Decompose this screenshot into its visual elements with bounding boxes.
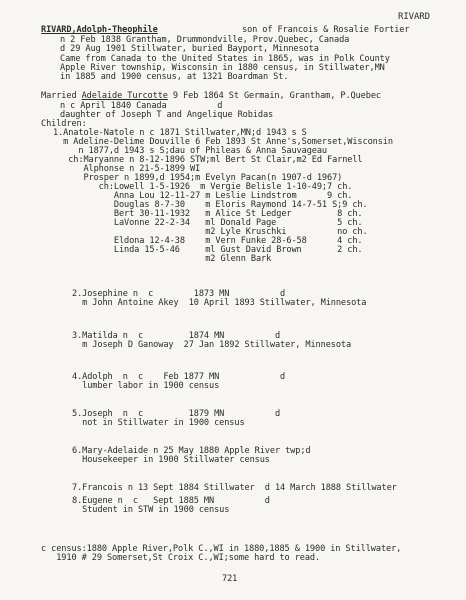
child4-line: lumber labor in 1900 census <box>72 381 220 391</box>
child1-line: 1.Anatole-Natole n c 1871 Stillwater,MN;d 1943 s S <box>53 128 307 138</box>
spouse-parents: daughter of Joseph T and Angelique Robidas <box>60 110 274 120</box>
child1-line: m2 Glenn Bark <box>53 254 272 264</box>
child5-line: 5.Joseph n c 1879 MN d <box>72 409 281 419</box>
page-number: 721 <box>222 574 238 584</box>
child6-line: Housekeeper in 1900 Stillwater census <box>72 455 270 465</box>
spouse-birth: n c April 1840 Canada d <box>60 101 223 111</box>
footnote-line: 1910 # 29 Somerset,St Croix C.,WI;some hard to read. <box>41 553 321 563</box>
child2-line: 2.Josephine n c 1873 MN d <box>72 289 286 299</box>
child1-line: LaVonne 22-2-34 ml Donald Page 5 ch. <box>53 218 363 228</box>
child1-line: Prosper n 1899,d 1954;m Evelyn Pacan(n 1907-d 1967) <box>53 173 343 183</box>
child1-line: ch:Lowell 1-5-1926 m Vergie Belisle 1-10-49;7 ch. <box>53 182 353 192</box>
subject-birth: n 2 Feb 1838 Grantham, Drummondville, Prov.Quebec, Canada <box>60 35 350 45</box>
subject-bio-2: Apple River township, Wisconsin in 1880 census, in Stillwater,MN <box>60 63 385 73</box>
child3-line: m Joseph D Ganoway 27 Jan 1892 Stillwater, Minnesota <box>72 340 352 350</box>
child1-line: Anna Lou 12-11-27 m Leslie Lindstrom 9 ch. <box>53 191 353 201</box>
child8-line: Student in STW in 1900 census <box>72 505 230 515</box>
marriage-prefix: Married <box>41 91 82 101</box>
child3-line: 3.Matilda n c 1874 MN d <box>72 331 281 341</box>
child1-line: Eldona 12-4-38 m Vern Funke 28-6-58 4 ch. <box>53 236 363 246</box>
children-label: Children: <box>41 119 87 129</box>
child5-line: not in Stillwater in 1900 census <box>72 418 245 428</box>
child6-line: 6.Mary-Adelaide n 25 May 1880 Apple River twp;d <box>72 446 311 456</box>
spouse-name: Adelaide Turcotte <box>81 91 168 101</box>
child4-line: 4.Adolph n c Feb 1877 MN d <box>72 372 286 382</box>
child1-line: m2 Lyle Kruschki no ch. <box>53 227 368 237</box>
marriage-details: 9 Feb 1864 St Germain, Grantham, P.Quebec <box>167 91 381 101</box>
page-header-surname: RIVARD <box>398 12 430 22</box>
child8-line: 8.Eugene n c Sept 1885 MN d <box>72 496 270 506</box>
child2-line: m John Antoine Akey 10 April 1893 Stillwater, Minnesota <box>72 298 367 308</box>
child7-line: 7.Francois n 13 Sept 1884 Stillwater d 14 March 1888 Stillwater <box>72 483 397 493</box>
subject-parents: son of Francois & Rosalie Fortier <box>242 25 410 35</box>
child1-line: m Adeline-Delime Douville 6 Feb 1893 St Anne's,Somerset,Wisconsin <box>53 137 393 147</box>
marriage-line <box>41 92 381 101</box>
subject-bio-1: Came from Canada to the United States in 1865, was in Polk County <box>60 54 390 64</box>
subject-name: RIVARD,Adolph-Theophile <box>41 25 158 35</box>
child1-line: n 1877,d 1943 s S;dau of Phileas & Anna Sauvageau <box>53 146 327 156</box>
child1-line: Douglas 8-7-30 m Eloris Raymond 14-7-51 S;9 ch. <box>53 200 368 210</box>
subject-bio-3: in 1885 and 1900 census, at 1321 Boardman St. <box>60 72 289 82</box>
child1-line: Linda 15-5-46 ml Gust David Brown 2 ch. <box>53 245 363 255</box>
child1-line: Alphonse n 21-5-1899 WI <box>53 164 201 174</box>
footnote-line: c census:1880 Apple River,Polk C.,WI in 1880,1885 & 1900 in Stillwater, <box>41 544 402 554</box>
child1-line: ch:Maryanne n 8-12-1896 STW;ml Bert St Clair,m2 Ed Farnell <box>53 155 363 165</box>
child1-line: Bert 30-11-1932 m Alice St Ledger 8 ch. <box>53 209 363 219</box>
subject-death: d 29 Aug 1901 Stillwater, buried Bayport, Minnesota <box>60 44 319 54</box>
